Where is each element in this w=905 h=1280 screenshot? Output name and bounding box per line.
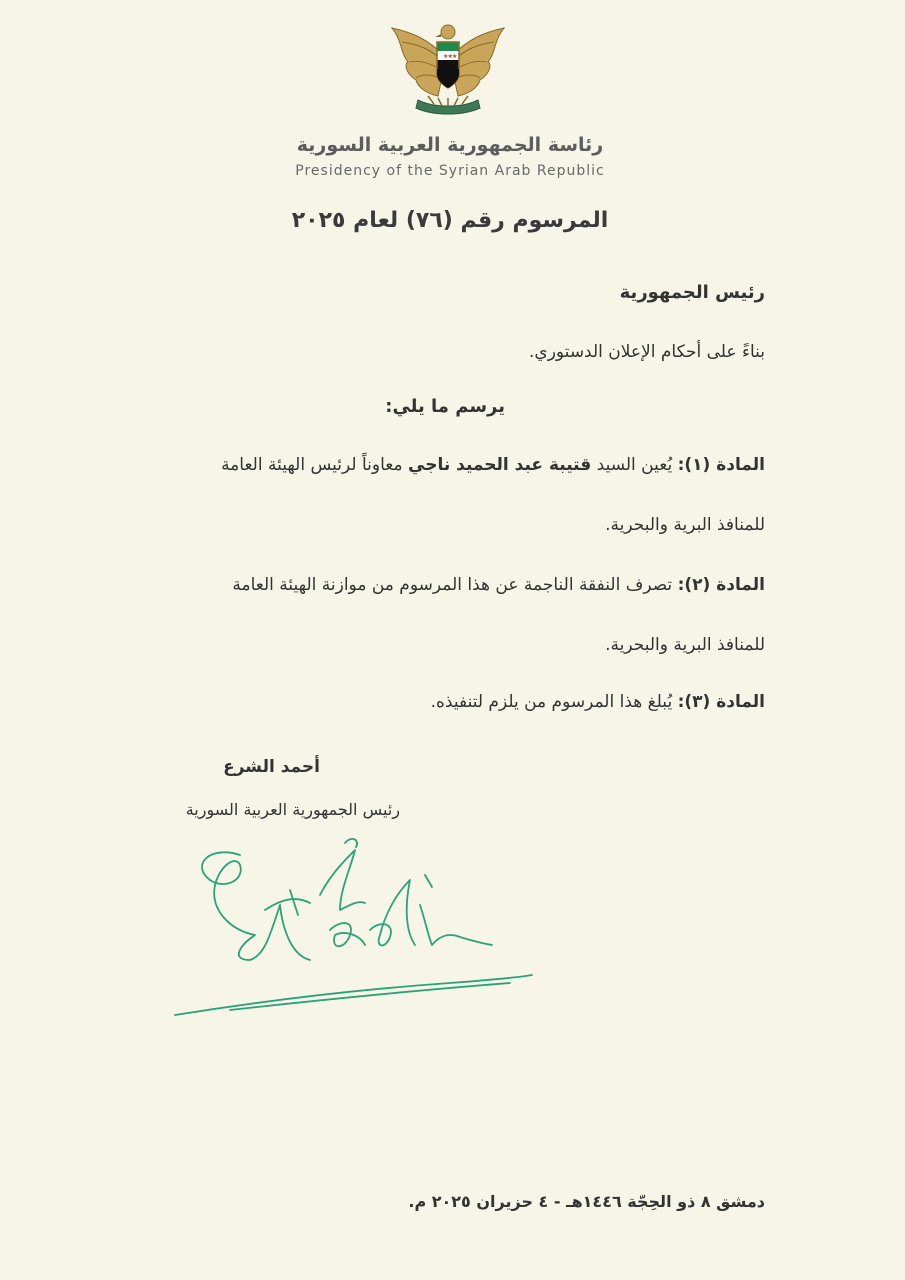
article-2-label: المادة (٢): — [677, 575, 765, 595]
article-3-label: المادة (٣): — [677, 692, 765, 712]
preamble: بناءً على أحكام الإعلان الدستوري. — [528, 342, 765, 362]
article-1-line-2: للمنافذ البرية والبحرية. — [605, 515, 765, 535]
article-1-line-1 — [221, 455, 765, 475]
decrees-heading: يرسم ما يلي: — [385, 396, 505, 417]
letterhead-english-title: Presidency of the Syrian Arab Republic — [295, 163, 605, 179]
signatory-position: رئيس الجمهورية العربية السورية — [185, 800, 400, 819]
issuer: رئيس الجمهورية — [619, 282, 765, 303]
article-3-text: يُبلغ هذا المرسوم من يلزم لتنفيذه. — [430, 692, 673, 712]
article-1-text-a: يُعين السيد — [596, 455, 673, 475]
svg-text:★: ★ — [447, 53, 453, 60]
article-1-text-b: معاوناً لرئيس الهيئة العامة — [221, 455, 403, 475]
article-2-line-2: للمنافذ البرية والبحرية. — [605, 635, 765, 655]
svg-text:★: ★ — [452, 53, 458, 60]
decree-title: المرسوم رقم (٧٦) لعام ٢٠٢٥ — [291, 208, 609, 233]
article-2-text: تصرف النفقة الناجمة عن هذا المرسوم من موازنة الهيئة العامة — [232, 575, 673, 595]
signatory-name: أحمد الشرع — [223, 757, 320, 777]
article-1-appointee-name: قتيبة عبد الحميد ناجي — [408, 455, 592, 475]
article-2-line-1 — [232, 575, 765, 595]
handwritten-signature — [170, 835, 540, 1025]
letterhead-arabic-title: رئاسة الجمهورية العربية السورية — [296, 134, 604, 156]
syrian-eagle-emblem-icon — [388, 18, 508, 118]
article-1-label: المادة (١): — [677, 455, 765, 475]
svg-text:★: ★ — [443, 53, 449, 60]
footer-date-place: دمشق ٨ ذو الحِجّة ١٤٤٦هـ - ٤ حزيران ٢٠٢٥ م. — [408, 1192, 765, 1211]
article-3-line-1 — [431, 692, 765, 712]
